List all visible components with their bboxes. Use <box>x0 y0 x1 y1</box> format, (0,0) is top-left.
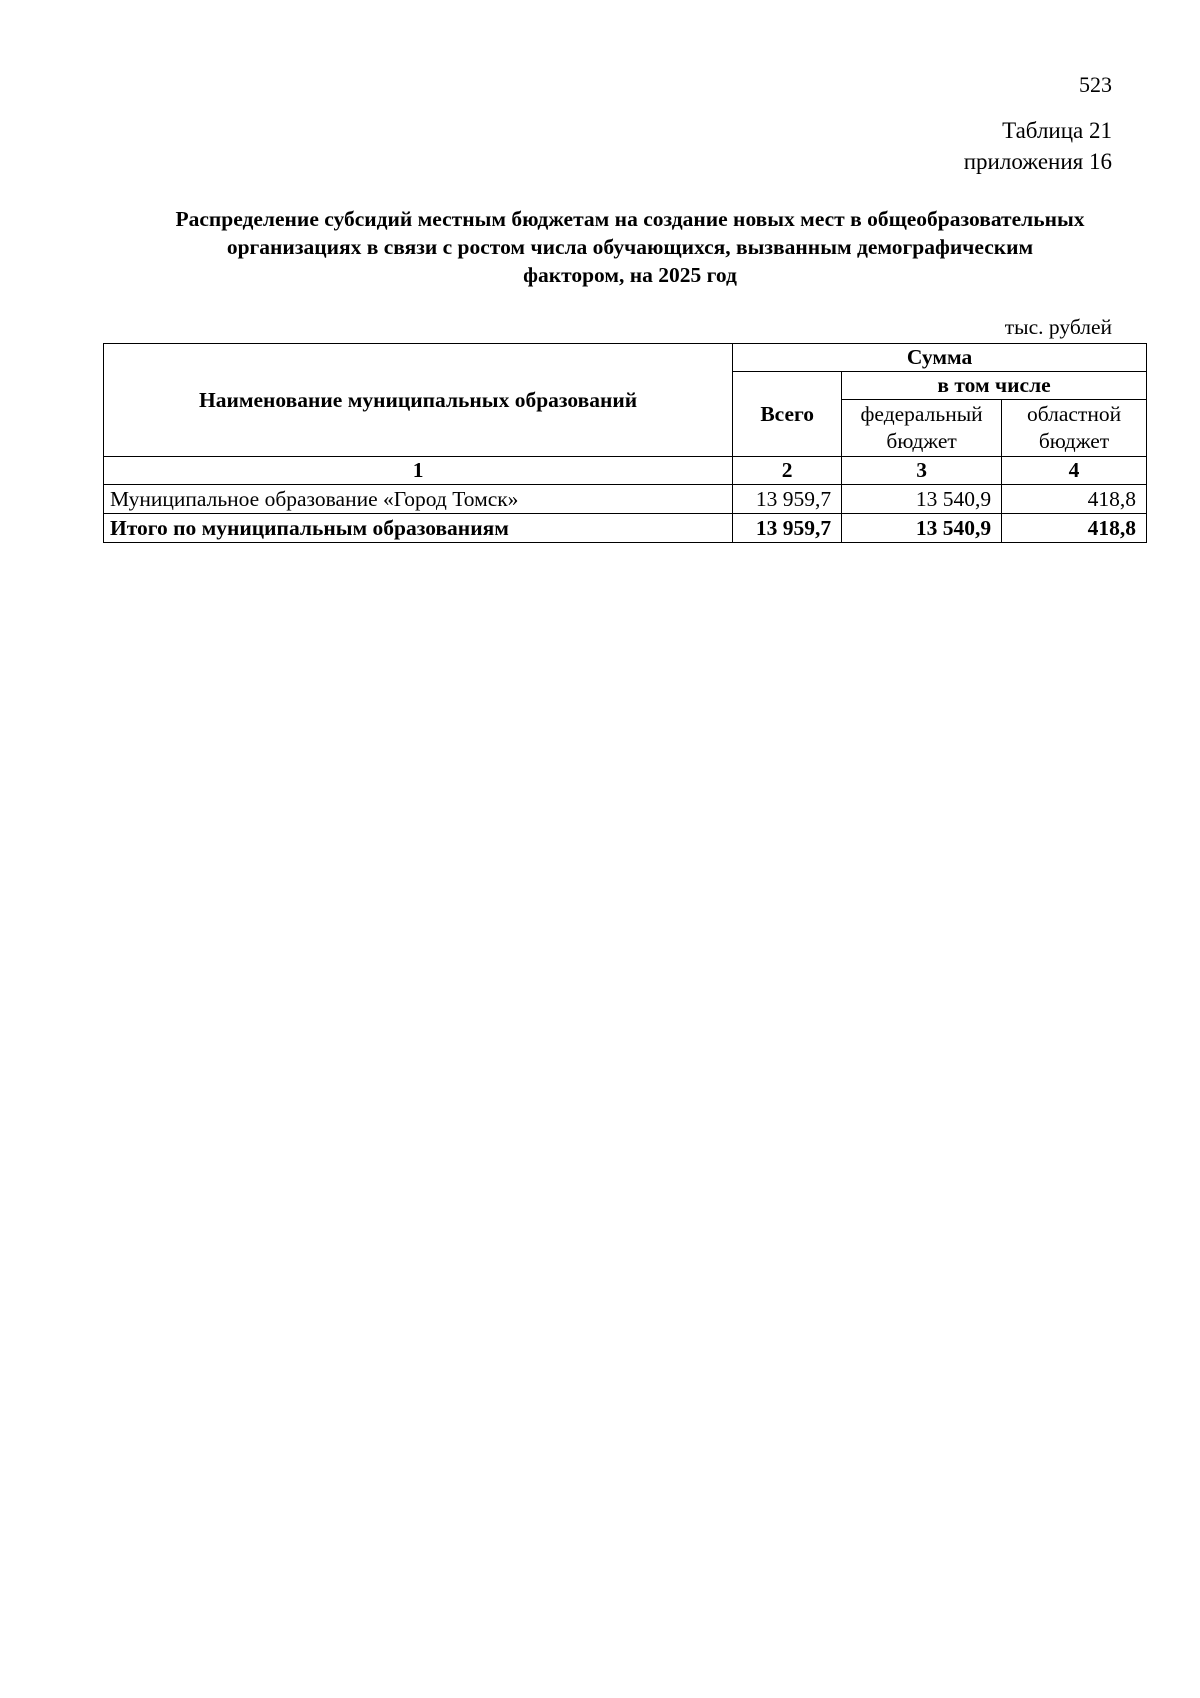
header-regional-line-2: бюджет <box>1038 429 1110 453</box>
header-total: Всего <box>733 372 842 457</box>
column-number-4: 4 <box>1002 457 1147 485</box>
units-label: тыс. рублей <box>1004 315 1112 339</box>
summary-federal-cell: 13 540,9 <box>842 514 1002 543</box>
column-number-3: 3 <box>842 457 1002 485</box>
column-number-2: 2 <box>733 457 842 485</box>
document-title-line-3: фактором, на 2025 год <box>523 263 737 287</box>
header-regional-budget <box>1002 400 1147 457</box>
header-regional-line-1: областной <box>1026 402 1122 426</box>
header-municipality-name: Наименование муниципальных образований <box>104 344 733 457</box>
table-row <box>104 485 1147 514</box>
summary-total-cell: 13 959,7 <box>733 514 842 543</box>
federal-cell: 13 540,9 <box>842 485 1002 514</box>
summary-regional-cell: 418,8 <box>1002 514 1147 543</box>
document-title-line-2: организациях в связи с ростом числа обучающихся, вызванным демографическим <box>226 235 1034 259</box>
header-federal-budget <box>842 400 1002 457</box>
header-sum: Сумма <box>733 344 1147 372</box>
municipality-name-cell: Муниципальное образование «Город Томск» <box>104 485 733 514</box>
header-federal-line-2: бюджет <box>886 429 957 453</box>
table-caption <box>964 115 1112 177</box>
subsidy-table <box>103 343 1147 543</box>
total-cell: 13 959,7 <box>733 485 842 514</box>
table-caption-appendix: приложения 16 <box>963 149 1112 174</box>
summary-name-cell: Итого по муниципальным образованиям <box>104 514 733 543</box>
regional-cell: 418,8 <box>1002 485 1147 514</box>
page-number: 523 <box>1079 72 1112 97</box>
document-title-line-1: Распределение субсидий местным бюджетам на создание новых мест в общеобразовательных <box>175 207 1085 231</box>
table-caption-number: Таблица 21 <box>1002 118 1112 143</box>
header-federal-line-1: федеральный <box>860 402 983 426</box>
document-title <box>100 205 1160 289</box>
column-number-1: 1 <box>104 457 733 485</box>
header-including: в том числе <box>842 372 1147 400</box>
summary-row <box>104 514 1147 543</box>
